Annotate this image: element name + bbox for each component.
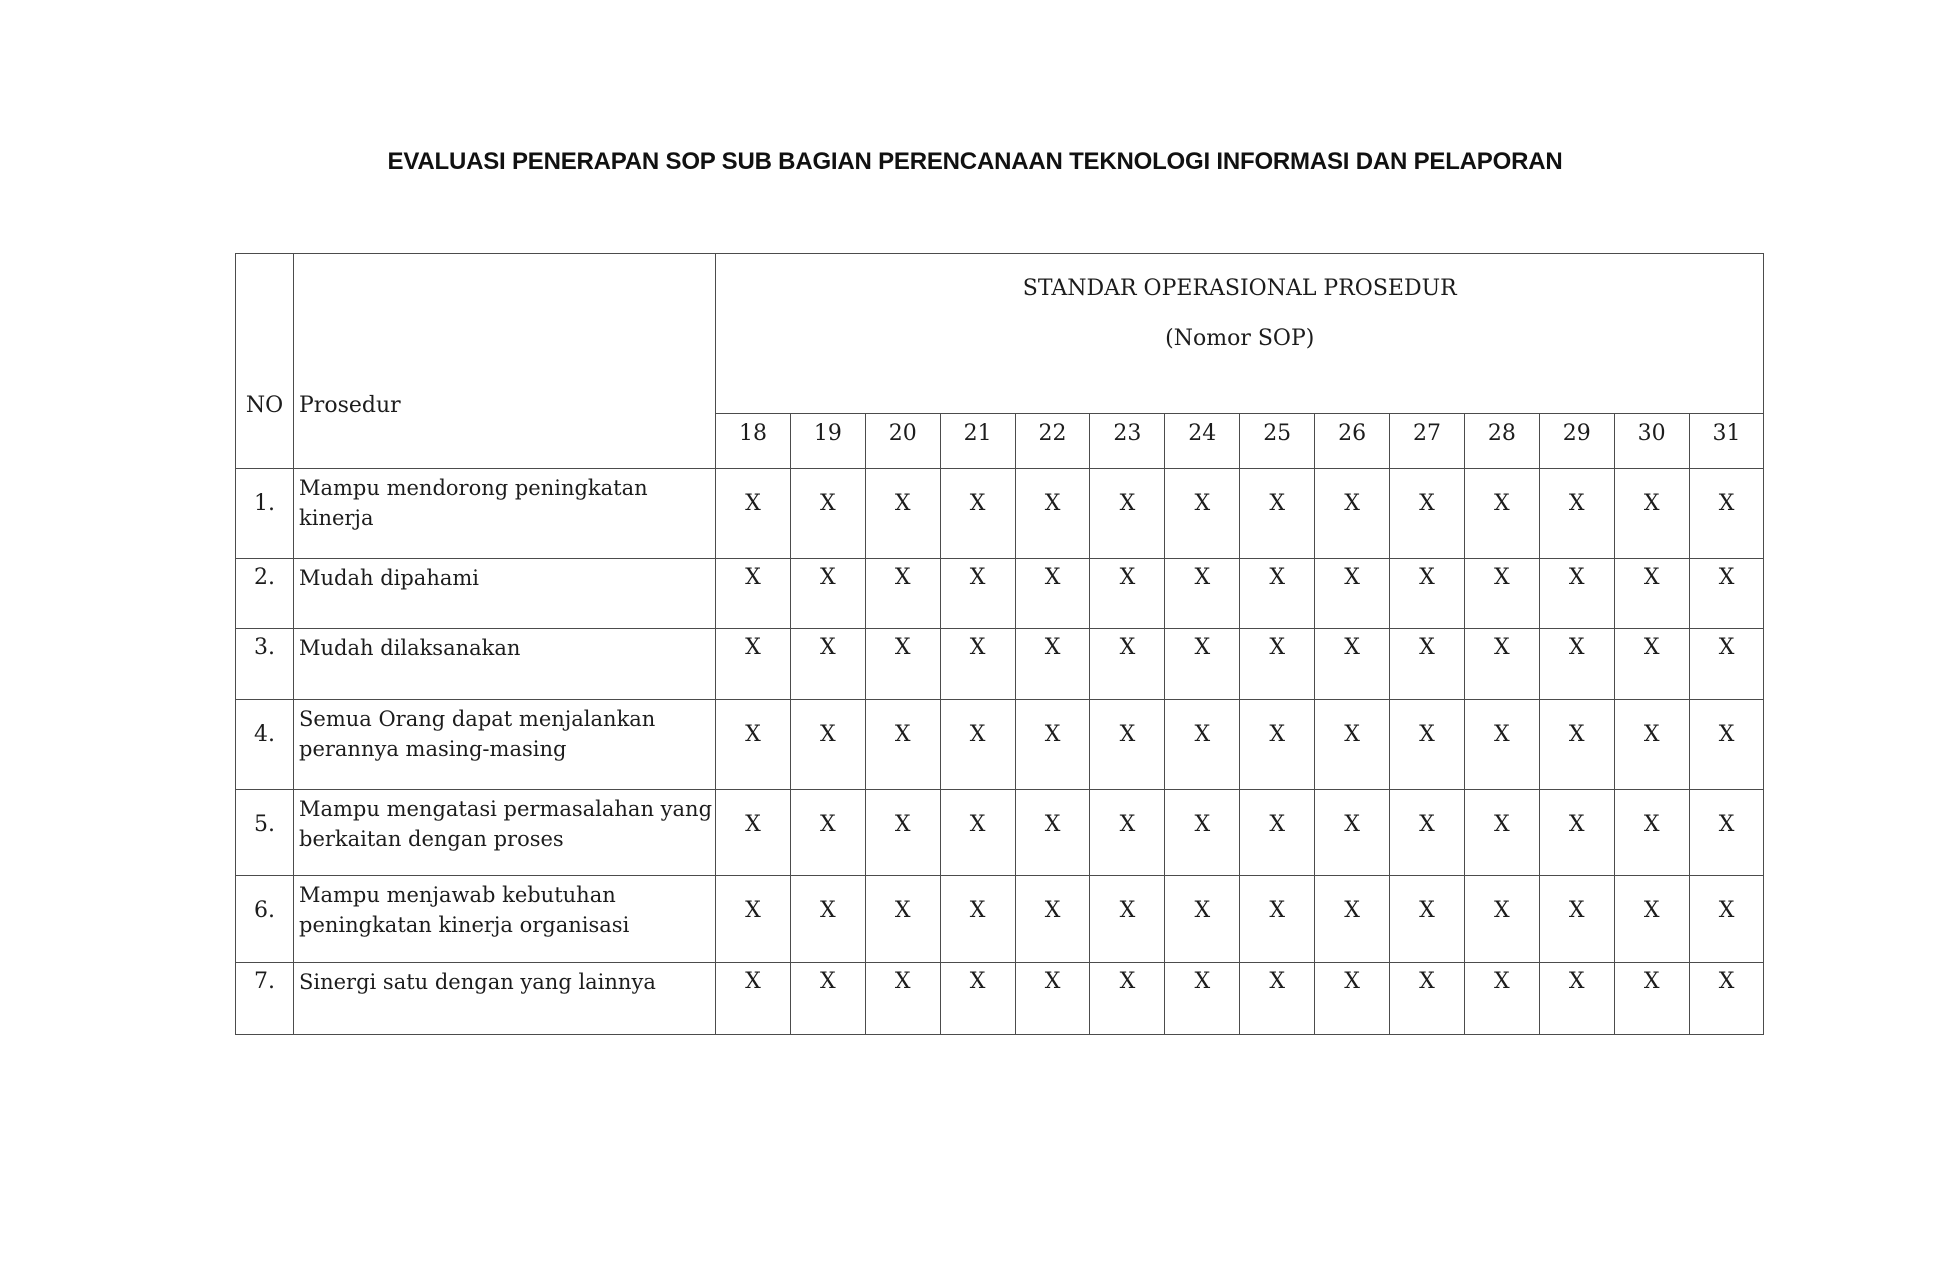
mark-cell: X — [1689, 963, 1764, 1035]
table-row — [236, 963, 1764, 1035]
row-number: 3. — [236, 629, 294, 700]
mark-cell: X — [790, 700, 865, 790]
mark-cell: X — [1015, 876, 1090, 963]
mark-cell: X — [716, 790, 791, 876]
sop-number-header: 25 — [1240, 414, 1315, 469]
mark-cell: X — [1240, 559, 1315, 629]
mark-cell: X — [1315, 876, 1390, 963]
row-number: 5. — [236, 790, 294, 876]
mark-cell: X — [1614, 790, 1689, 876]
mark-cell: X — [1614, 559, 1689, 629]
mark-cell: X — [1614, 469, 1689, 559]
mark-cell: X — [1240, 790, 1315, 876]
prosedur-text-line: Sinergi satu dengan yang lainnya — [299, 970, 656, 994]
mark-cell: X — [865, 469, 940, 559]
mark-cell: X — [1539, 963, 1614, 1035]
sop-number-header: 31 — [1689, 414, 1764, 469]
table-row — [236, 629, 1764, 700]
mark-cell: X — [1390, 790, 1465, 876]
mark-cell: X — [790, 559, 865, 629]
mark-cell: X — [1539, 629, 1614, 700]
mark-cell: X — [1539, 469, 1614, 559]
mark-cell: X — [1464, 469, 1539, 559]
mark-cell: X — [1390, 559, 1465, 629]
mark-cell: X — [1090, 790, 1165, 876]
prosedur-cell — [294, 876, 716, 963]
mark-cell: X — [790, 790, 865, 876]
prosedur-text-line: Mampu mendorong peningkatan — [299, 476, 648, 500]
prosedur-text-line: kinerja — [299, 506, 374, 530]
mark-cell: X — [1015, 559, 1090, 629]
sop-header-line2: (Nomor SOP) — [1165, 326, 1315, 351]
prosedur-text-line: berkaitan dengan proses — [299, 827, 564, 851]
mark-cell: X — [1015, 790, 1090, 876]
sop-number-header: 20 — [865, 414, 940, 469]
mark-cell: X — [1165, 559, 1240, 629]
mark-cell: X — [790, 963, 865, 1035]
prosedur-text-line: Mudah dipahami — [299, 566, 479, 590]
mark-cell: X — [716, 469, 791, 559]
prosedur-column-header: Prosedur — [294, 254, 716, 469]
sop-evaluation-table — [235, 253, 1764, 1035]
mark-cell: X — [1240, 469, 1315, 559]
mark-cell: X — [1315, 700, 1390, 790]
mark-cell: X — [1614, 876, 1689, 963]
mark-cell: X — [1390, 876, 1465, 963]
sop-header-line1: STANDAR OPERASIONAL PROSEDUR — [1022, 276, 1457, 301]
sop-number-header: 26 — [1315, 414, 1390, 469]
mark-cell: X — [865, 559, 940, 629]
sop-number-header: 30 — [1614, 414, 1689, 469]
mark-cell: X — [1390, 629, 1465, 700]
mark-cell: X — [1390, 963, 1465, 1035]
mark-cell: X — [865, 629, 940, 700]
mark-cell: X — [940, 469, 1015, 559]
mark-cell: X — [1015, 469, 1090, 559]
mark-cell: X — [1689, 790, 1764, 876]
mark-cell: X — [940, 790, 1015, 876]
mark-cell: X — [1614, 963, 1689, 1035]
mark-cell: X — [1165, 629, 1240, 700]
mark-cell: X — [1539, 559, 1614, 629]
prosedur-text-line: peningkatan kinerja organisasi — [299, 913, 630, 937]
page-title: EVALUASI PENERAPAN SOP SUB BAGIAN PERENCANAAN TEKNOLOGI INFORMASI DAN PELAPORAN — [387, 148, 1563, 175]
prosedur-cell — [294, 629, 716, 700]
prosedur-text-line: Semua Orang dapat menjalankan — [299, 707, 656, 731]
sop-number-header: 23 — [1090, 414, 1165, 469]
prosedur-cell — [294, 559, 716, 629]
mark-cell: X — [1539, 876, 1614, 963]
mark-cell: X — [1165, 469, 1240, 559]
sop-number-header: 27 — [1390, 414, 1465, 469]
row-number: 4. — [236, 700, 294, 790]
mark-cell: X — [1315, 469, 1390, 559]
mark-cell: X — [1090, 963, 1165, 1035]
mark-cell: X — [1464, 790, 1539, 876]
mark-cell: X — [1390, 469, 1465, 559]
mark-cell: X — [1464, 700, 1539, 790]
prosedur-text-line: Mampu menjawab kebutuhan — [299, 883, 616, 907]
mark-cell: X — [1464, 963, 1539, 1035]
mark-cell: X — [940, 559, 1015, 629]
mark-cell: X — [1090, 700, 1165, 790]
mark-cell: X — [940, 876, 1015, 963]
mark-cell: X — [716, 876, 791, 963]
row-number: 6. — [236, 876, 294, 963]
mark-cell: X — [940, 700, 1015, 790]
mark-cell: X — [940, 629, 1015, 700]
mark-cell: X — [1090, 559, 1165, 629]
table-header-row-top — [236, 254, 1764, 414]
row-number: 7. — [236, 963, 294, 1035]
mark-cell: X — [1165, 700, 1240, 790]
mark-cell: X — [1539, 790, 1614, 876]
mark-cell: X — [1015, 963, 1090, 1035]
sop-group-header-text — [716, 254, 1763, 351]
mark-cell: X — [1090, 876, 1165, 963]
prosedur-cell — [294, 963, 716, 1035]
sop-number-header: 22 — [1015, 414, 1090, 469]
sop-number-header: 24 — [1165, 414, 1240, 469]
mark-cell: X — [790, 629, 865, 700]
mark-cell: X — [1539, 700, 1614, 790]
mark-cell: X — [1240, 700, 1315, 790]
mark-cell: X — [716, 559, 791, 629]
mark-cell: X — [1689, 469, 1764, 559]
table-row — [236, 876, 1764, 963]
mark-cell: X — [1165, 963, 1240, 1035]
mark-cell: X — [1015, 700, 1090, 790]
mark-cell: X — [865, 876, 940, 963]
table-row — [236, 700, 1764, 790]
mark-cell: X — [1689, 629, 1764, 700]
sop-number-header: 19 — [790, 414, 865, 469]
mark-cell: X — [865, 963, 940, 1035]
row-number: 1. — [236, 469, 294, 559]
mark-cell: X — [1614, 629, 1689, 700]
mark-cell: X — [790, 469, 865, 559]
mark-cell: X — [865, 700, 940, 790]
mark-cell: X — [1015, 629, 1090, 700]
mark-cell: X — [1689, 876, 1764, 963]
sop-number-header: 29 — [1539, 414, 1614, 469]
mark-cell: X — [1090, 629, 1165, 700]
mark-cell: X — [716, 963, 791, 1035]
mark-cell: X — [1464, 559, 1539, 629]
sop-number-header: 21 — [940, 414, 1015, 469]
mark-cell: X — [1464, 629, 1539, 700]
mark-cell: X — [716, 629, 791, 700]
mark-cell: X — [1464, 876, 1539, 963]
prosedur-cell — [294, 469, 716, 559]
prosedur-text-line: perannya masing-masing — [299, 737, 567, 761]
prosedur-text-line: Mampu mengatasi permasalahan yang — [299, 797, 713, 821]
mark-cell: X — [1315, 790, 1390, 876]
table-row — [236, 790, 1764, 876]
prosedur-text-line: Mudah dilaksanakan — [299, 636, 521, 660]
mark-cell: X — [940, 963, 1015, 1035]
table-row — [236, 559, 1764, 629]
mark-cell: X — [1315, 559, 1390, 629]
mark-cell: X — [1689, 700, 1764, 790]
mark-cell: X — [1240, 876, 1315, 963]
mark-cell: X — [1165, 790, 1240, 876]
mark-cell: X — [716, 700, 791, 790]
mark-cell: X — [1090, 469, 1165, 559]
mark-cell: X — [865, 790, 940, 876]
no-column-header: NO — [236, 254, 294, 469]
sop-group-header — [716, 254, 1764, 414]
mark-cell: X — [1165, 876, 1240, 963]
sop-number-header: 18 — [716, 414, 791, 469]
mark-cell: X — [1315, 629, 1390, 700]
table-row — [236, 469, 1764, 559]
mark-cell: X — [1689, 559, 1764, 629]
sop-number-header: 28 — [1464, 414, 1539, 469]
mark-cell: X — [1614, 700, 1689, 790]
mark-cell: X — [1315, 963, 1390, 1035]
mark-cell: X — [1240, 629, 1315, 700]
prosedur-cell — [294, 700, 716, 790]
prosedur-cell — [294, 790, 716, 876]
mark-cell: X — [1240, 963, 1315, 1035]
mark-cell: X — [790, 876, 865, 963]
mark-cell: X — [1390, 700, 1465, 790]
row-number: 2. — [236, 559, 294, 629]
